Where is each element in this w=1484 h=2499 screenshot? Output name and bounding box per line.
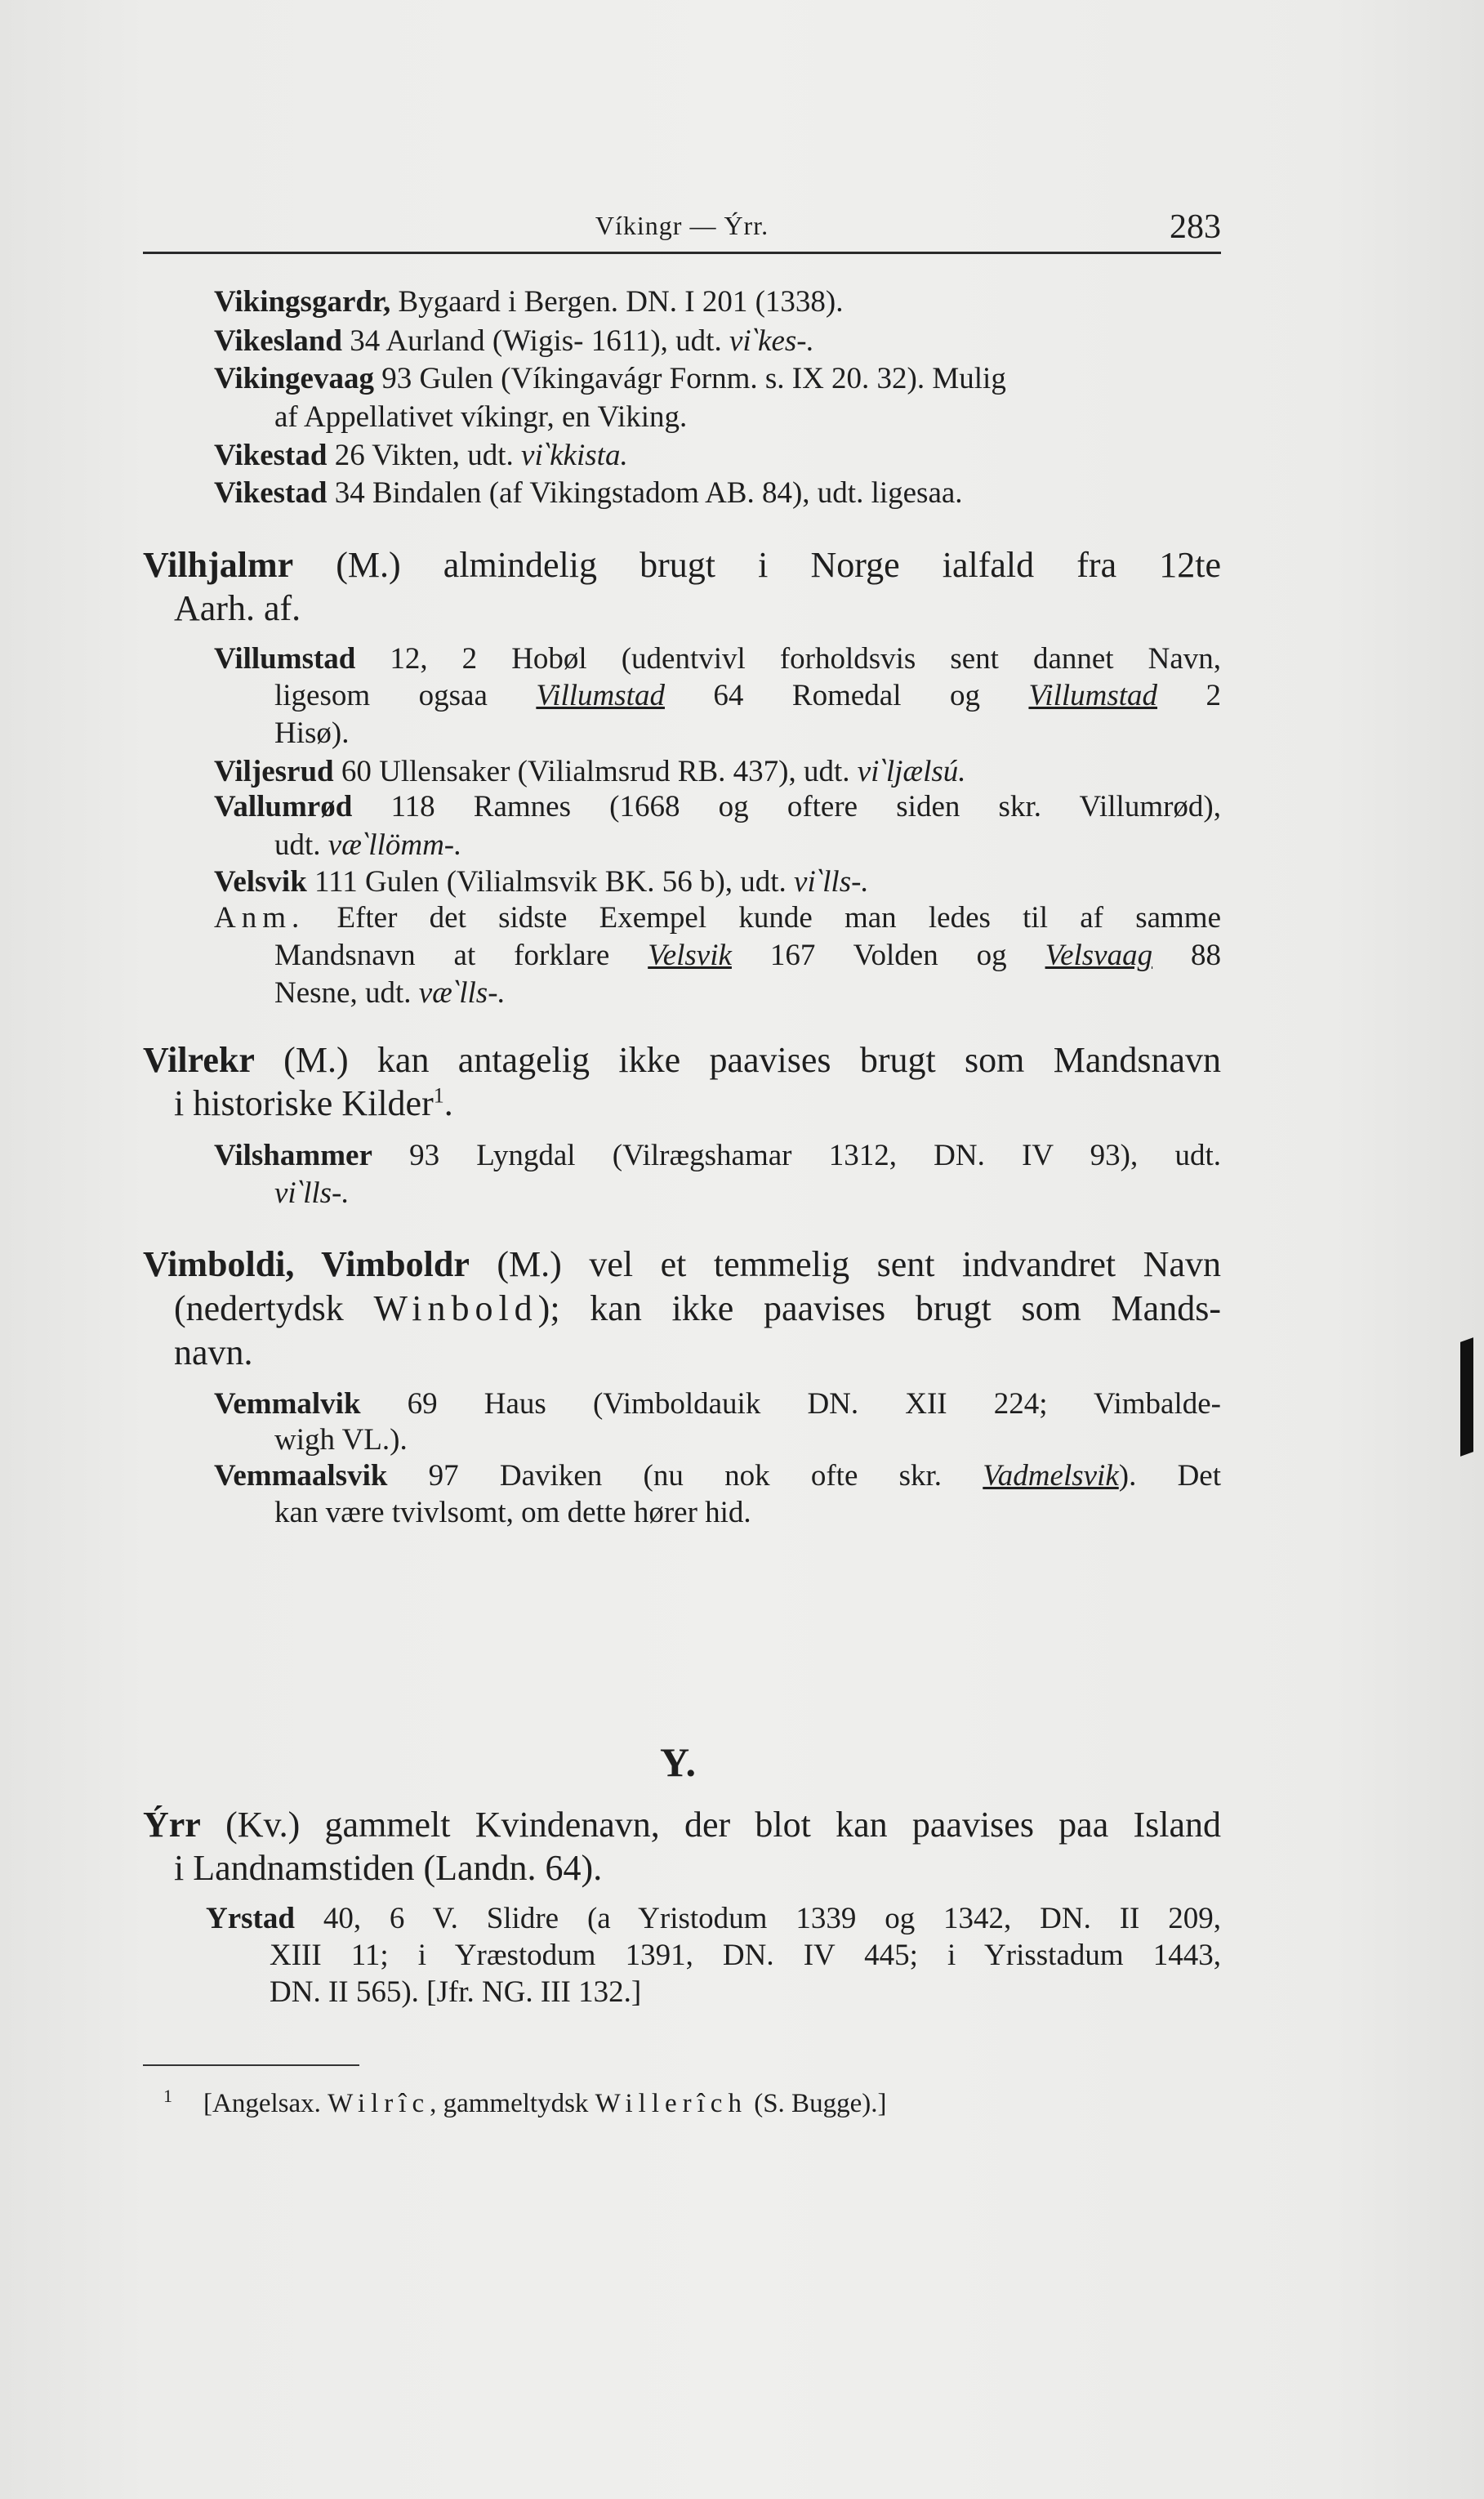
entry-text: Bygaard i Bergen. DN. I 201 (1338). xyxy=(390,285,844,319)
headword: Vikesland xyxy=(214,324,342,358)
footnote xyxy=(163,2086,886,2119)
entry-text-continued xyxy=(174,1082,453,1124)
running-head xyxy=(143,208,1221,252)
entry-text-continued: navn. xyxy=(174,1332,253,1372)
headword: Villumstad xyxy=(214,642,356,676)
remark-continued xyxy=(274,938,1221,973)
entry-text: 118 Ramnes (1668 og oftere siden skr. Villumrød), xyxy=(352,790,1221,823)
headword: Ýrr xyxy=(143,1805,201,1845)
text: ligesom ogsaa xyxy=(274,679,537,712)
entry-vikesland xyxy=(214,323,814,359)
entry-text: 97 Daviken (nu nok ofte skr. xyxy=(387,1459,983,1493)
text: (nedertydsk xyxy=(174,1288,374,1328)
entry-text: (M.) kan antagelig ikke paavises brugt som Mandsnavn xyxy=(254,1040,1221,1080)
entry-vikingevaag xyxy=(214,361,1006,396)
entry-vikingsgardr xyxy=(214,284,843,319)
entry-text-continued: kan være tvivlsomt, om dette hører hid. xyxy=(274,1496,751,1529)
entry-text-continued xyxy=(274,827,461,863)
entry-text-continued: i Landnamstiden (Landn. 64). xyxy=(174,1848,603,1888)
header-rule xyxy=(143,252,1221,254)
text: i historiske Kilder xyxy=(174,1083,434,1123)
entry-text-continued: Aarh. af. xyxy=(174,588,301,628)
entry-text: 69 Haus (Vimboldauik DN. XII 224; Vimbalde- xyxy=(360,1387,1221,1421)
headword: Viljesrud xyxy=(214,755,334,788)
headword: Vallumrød xyxy=(214,790,353,823)
entry-vilhjalmr xyxy=(143,544,1221,586)
pronunciation: vi‵lls-. xyxy=(794,865,869,899)
entry-text: (M.) almindelig brugt i Norge ialfald fra 12te xyxy=(293,545,1221,585)
remark xyxy=(214,900,1221,935)
section-letter: Y. xyxy=(659,1739,697,1785)
scan-mark xyxy=(1460,1337,1473,1457)
headword: Vikingevaag xyxy=(214,362,374,395)
entry-vilrekr xyxy=(143,1039,1221,1081)
entry-text: (M.) vel et temmelig sent indvandret Navn xyxy=(469,1244,1221,1284)
remark-text: Efter det sidste Exempel kunde man ledes til af samme xyxy=(305,901,1221,935)
entry-text-continued: wigh VL.). xyxy=(274,1423,408,1457)
entry-text: (Kv.) gammelt Kvindenavn, der blot kan paavises paa Island xyxy=(200,1805,1221,1845)
entry-text: 60 Ullensaker (Vilialmsrud RB. 437), udt. xyxy=(333,755,858,788)
pronunciation: vi‵kkista. xyxy=(521,439,628,472)
entry-yrstad xyxy=(206,1901,1221,1936)
text: Mandsnavn at forklare xyxy=(274,939,648,972)
headword: Vikestad xyxy=(214,476,328,510)
entry-text-continued: Hisø). xyxy=(274,716,350,750)
text: Nesne, udt. xyxy=(274,976,419,1010)
remark-label: Anm. xyxy=(214,901,305,935)
text: udt. xyxy=(274,828,328,862)
footnote-mark: 1 xyxy=(163,2086,172,2106)
text: XIII 11; i Yræstodum 1391, DN. IV 445; i Yrisstadum 1443, xyxy=(270,1939,1221,1972)
entry-villumstad xyxy=(214,641,1221,676)
entry-vemmaalsvik xyxy=(214,1458,1221,1493)
text: , gammeltydsk xyxy=(430,2089,595,2118)
entry-text: 111 Gulen (Vilialmsvik BK. 56 b), udt. xyxy=(306,865,795,899)
headword: Vilshammer xyxy=(214,1139,372,1172)
text: ); kan ikke paavises brugt som Mands- xyxy=(537,1288,1221,1328)
headword: Vilhjalmr xyxy=(143,545,294,585)
entry-vikestad-bindalen xyxy=(214,475,963,511)
entry-vikestad-vikten xyxy=(214,437,628,473)
entry-text: 93 Lyngdal (Vilrægshamar 1312, DN. IV 93), udt. xyxy=(372,1139,1221,1172)
entry-text: 26 Vikten, udt. xyxy=(327,439,522,472)
entry-yrr xyxy=(143,1804,1221,1845)
pronunciation: vi‵ljælsú. xyxy=(857,755,966,788)
text: 64 Romedal og xyxy=(664,679,1029,712)
text: . xyxy=(443,1083,453,1123)
entry-text-continued: af Appellativet víkingr, en Viking. xyxy=(274,400,688,434)
pronunciation: væ‵lls-. xyxy=(418,976,506,1010)
headword: Vikestad xyxy=(214,439,328,472)
place-name: Villumstad xyxy=(1028,679,1158,712)
headword: Vilrekr xyxy=(143,1040,255,1080)
place-name: Vadmelsvik xyxy=(983,1459,1119,1493)
text: 88 xyxy=(1152,939,1222,972)
place-name: Villumstad xyxy=(536,679,665,712)
remark-continued xyxy=(274,975,506,1011)
headword: Velsvik xyxy=(214,865,307,899)
spaced-name: Winbold xyxy=(373,1288,538,1328)
pronunciation: vi‵kes-. xyxy=(729,324,814,358)
spaced-name: Willerîch xyxy=(595,2089,747,2118)
entry-text: 34 Aurland (Wigis- 1611), udt. xyxy=(341,324,729,358)
headword: Yrstad xyxy=(206,1902,295,1935)
entry-viljesrud xyxy=(214,753,966,789)
entry-vimboldi xyxy=(143,1243,1221,1285)
page-number: 283 xyxy=(1170,208,1221,246)
headword: Vimboldi, Vimboldr xyxy=(143,1244,470,1284)
spaced-name: Wilrîc xyxy=(328,2089,430,2118)
footnote-ref: 1 xyxy=(433,1083,444,1108)
text: ). Det xyxy=(1118,1459,1221,1493)
text: 2 xyxy=(1157,679,1222,712)
headword: Vikingsgardr, xyxy=(214,285,391,319)
pronunciation: væ‵llömm-. xyxy=(328,828,462,862)
place-name: Velsvaag xyxy=(1045,939,1153,972)
pronunciation: vi‵lls-. xyxy=(274,1176,350,1210)
headword: Vemmaalsvik xyxy=(214,1459,388,1493)
entry-text-continued xyxy=(270,1938,1221,1973)
entry-text: 40, 6 V. Slidre (a Yristodum 1339 og 1342, DN. II 209, xyxy=(294,1902,1221,1935)
text: [Angelsax. xyxy=(203,2089,328,2118)
entry-text: 34 Bindalen (af Vikingstadom AB. 84), udt. ligesaa. xyxy=(327,476,963,510)
entry-text: 93 Gulen (Víkingavágr Fornm. s. IX 20. 32). Mulig xyxy=(373,362,1006,395)
entry-vilshammer xyxy=(214,1138,1221,1173)
entry-text-continued: DN. II 565). [Jfr. NG. III 132.] xyxy=(270,1975,642,2009)
place-name: Velsvik xyxy=(648,939,732,972)
entry-text-continued xyxy=(274,678,1221,713)
entry-vemmalvik xyxy=(214,1386,1221,1421)
running-title: Víkingr — Ýrr. xyxy=(595,211,769,240)
text: (S. Bugge).] xyxy=(746,2089,887,2118)
text: 167 Volden og xyxy=(731,939,1045,972)
headword: Vemmalvik xyxy=(214,1387,361,1421)
entry-text-continued xyxy=(174,1287,1221,1329)
footnote-rule xyxy=(143,2064,359,2066)
entry-text: 12, 2 Hobøl (udentvivl forholdsvis sent dannet Navn, xyxy=(355,642,1221,676)
entry-velsvik xyxy=(214,863,869,899)
entry-vallumrod xyxy=(214,789,1221,824)
